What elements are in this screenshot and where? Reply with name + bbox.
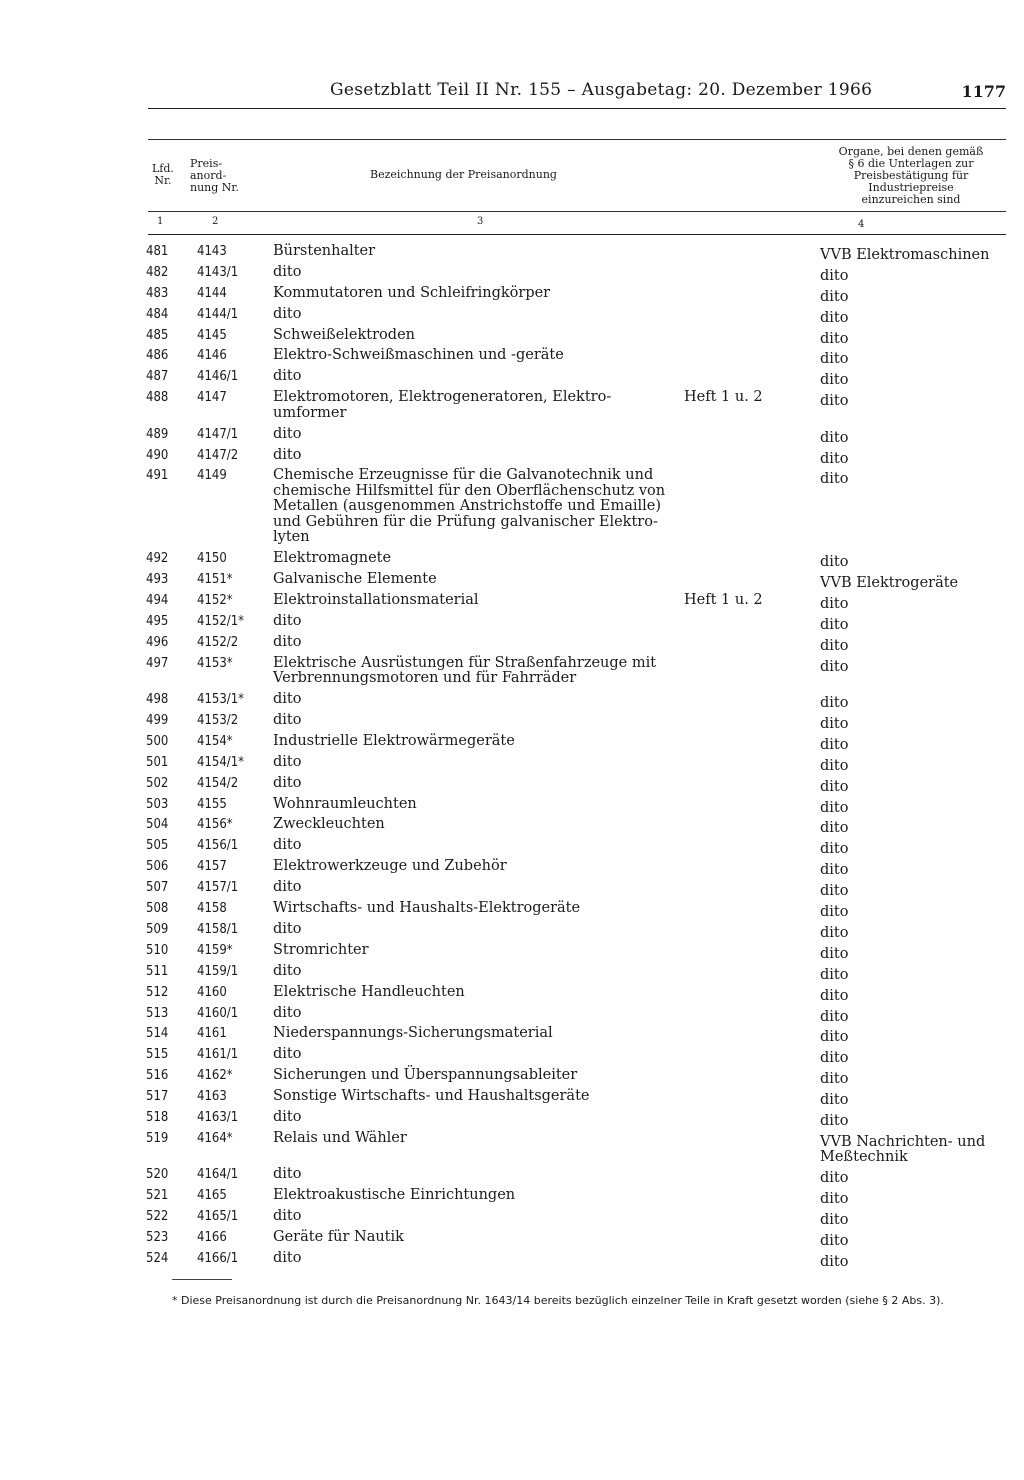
row-organ: dito: [820, 554, 849, 571]
row-lfd-nr: 503: [146, 796, 169, 812]
row-organ: dito: [820, 393, 849, 410]
gazette-title: Gesetzblatt Teil II Nr. 155 – Ausgabetag: 20. Dezember 1966: [330, 80, 873, 100]
row-organ: VVB Nachrichten- und Meßtechnik: [820, 1133, 986, 1166]
row-bezeichnung: dito: [273, 1166, 302, 1183]
row-bezeichnung: Bürstenhalter: [273, 243, 376, 259]
row-preisanordnung-nr: 4161: [197, 1026, 227, 1042]
table-row: [0, 286, 1024, 307]
table-row: [0, 943, 1024, 964]
row-organ: VVB Elektromaschinen: [820, 247, 990, 263]
row-lfd-nr: 521: [146, 1188, 169, 1204]
row-organ: dito: [820, 987, 849, 1004]
table-row: [0, 922, 1024, 943]
table-row: [0, 656, 1024, 692]
row-lfd-nr: 515: [146, 1047, 169, 1063]
row-organ: dito: [820, 799, 849, 816]
row-lfd-nr: 501: [146, 754, 169, 770]
row-bezeichnung: Industrielle Elektrowärmegeräte: [273, 732, 515, 749]
table-row: [0, 1068, 1024, 1089]
table-row: [0, 1110, 1024, 1131]
row-preisanordnung-nr: 4163: [197, 1089, 227, 1105]
row-lfd-nr: 505: [146, 838, 169, 854]
row-bezeichnung: dito: [273, 691, 302, 708]
row-preisanordnung-nr: 4143/1: [197, 264, 239, 280]
table-row: [0, 1251, 1024, 1272]
row-preisanordnung-nr: 4166: [197, 1229, 227, 1245]
row-organ: dito: [820, 658, 849, 675]
col-number-1: 1: [157, 216, 164, 227]
row-lfd-nr: 496: [146, 634, 169, 650]
row-organ: VVB Elektrogeräte: [820, 575, 959, 592]
row-organ: dito: [820, 716, 849, 733]
row-reference: Heft 1 u. 2: [684, 592, 763, 609]
row-bezeichnung: dito: [273, 612, 302, 629]
col-header-organe: Organe, bei denen gemäß § 6 die Unterlagen zur Preisbestätigung für Industriepreise einzureichen sind: [838, 145, 984, 206]
row-lfd-nr: 487: [146, 369, 169, 385]
table-row: [0, 551, 1024, 572]
table-row: [0, 797, 1024, 818]
row-lfd-nr: 502: [146, 775, 169, 791]
row-organ: dito: [820, 1008, 849, 1025]
row-bezeichnung: Elektrische Ausrüstungen für Straßenfahrzeuge mit Verbrennungsmotoren und für Fahrräder: [273, 654, 657, 687]
table-row: [0, 1131, 1024, 1167]
table-body: [0, 244, 1024, 1272]
row-bezeichnung: Galvanische Elemente: [273, 571, 437, 588]
row-lfd-nr: 492: [146, 551, 169, 567]
row-organ: dito: [820, 309, 849, 326]
row-lfd-nr: 482: [146, 264, 169, 280]
table-top-rule: [148, 139, 1006, 140]
table-row: [0, 880, 1024, 901]
row-preisanordnung-nr: 4162*: [197, 1068, 233, 1084]
row-lfd-nr: 504: [146, 817, 169, 833]
col-header-preisanordnung: Preis- anord- nung Nr.: [190, 157, 239, 194]
row-bezeichnung: Sicherungen und Überspannungsableiter: [273, 1067, 578, 1084]
row-preisanordnung-nr: 4145: [197, 327, 227, 343]
table-row: [0, 1089, 1024, 1110]
row-bezeichnung: Elektromotoren, Elektrogeneratoren, Elektro- umformer: [273, 389, 612, 421]
row-bezeichnung: Elektrowerkzeuge und Zubehör: [273, 858, 507, 875]
table-row: [0, 448, 1024, 469]
row-bezeichnung: Kommutatoren und Schleifringkörper: [273, 284, 551, 301]
row-lfd-nr: 508: [146, 901, 169, 917]
table-row: [0, 692, 1024, 713]
row-preisanordnung-nr: 4147/1: [197, 426, 239, 442]
row-lfd-nr: 518: [146, 1109, 169, 1125]
row-bezeichnung: Chemische Erzeugnisse für die Galvanotechnik und chemische Hilfsmittel für den Oberflächenschutz von Metallen (ausgenommen Anstrichstoffe und Emaille) und Gebühren für die Prüfung galvanischer Elektro- lyten: [273, 467, 666, 546]
row-organ: dito: [820, 450, 849, 467]
table-row: [0, 734, 1024, 755]
row-bezeichnung: dito: [273, 1249, 302, 1266]
row-organ: dito: [820, 616, 849, 633]
row-organ: dito: [820, 862, 849, 879]
row-bezeichnung: dito: [273, 837, 302, 854]
row-organ: dito: [820, 288, 849, 305]
row-preisanordnung-nr: 4159/1: [197, 963, 239, 979]
row-preisanordnung-nr: 4160: [197, 984, 227, 1000]
row-lfd-nr: 513: [146, 1005, 169, 1021]
row-preisanordnung-nr: 4154*: [197, 733, 233, 749]
col-number-2: 2: [212, 216, 219, 227]
table-row: [0, 1230, 1024, 1251]
row-organ: dito: [820, 945, 849, 962]
table-row: [0, 307, 1024, 328]
row-preisanordnung-nr: 4158/1: [197, 921, 239, 937]
row-lfd-nr: 510: [146, 942, 169, 958]
row-bezeichnung: dito: [273, 920, 302, 937]
row-bezeichnung: dito: [273, 712, 302, 729]
row-organ: dito: [820, 1050, 849, 1067]
row-lfd-nr: 489: [146, 426, 169, 442]
row-bezeichnung: Elektrische Handleuchten: [273, 983, 465, 1000]
table-row: [0, 390, 1024, 426]
row-bezeichnung: Stromrichter: [273, 941, 369, 958]
row-bezeichnung: dito: [273, 1108, 302, 1125]
row-lfd-nr: 491: [146, 468, 169, 484]
table-row: [0, 572, 1024, 593]
row-organ: dito: [820, 1253, 849, 1270]
row-preisanordnung-nr: 4159*: [197, 942, 233, 958]
row-lfd-nr: 494: [146, 593, 169, 609]
row-lfd-nr: 497: [146, 655, 169, 671]
row-bezeichnung: dito: [273, 633, 302, 650]
row-organ: dito: [820, 695, 849, 712]
row-preisanordnung-nr: 4143: [197, 244, 227, 259]
col-number-3: 3: [477, 216, 484, 227]
table-row: [0, 776, 1024, 797]
row-preisanordnung-nr: 4146: [197, 348, 227, 364]
row-preisanordnung-nr: 4146/1: [197, 369, 239, 385]
row-organ: dito: [820, 1212, 849, 1229]
row-lfd-nr: 483: [146, 285, 169, 301]
row-preisanordnung-nr: 4147/2: [197, 447, 239, 463]
table-row: [0, 328, 1024, 349]
row-lfd-nr: 512: [146, 984, 169, 1000]
row-lfd-nr: 516: [146, 1068, 169, 1084]
row-bezeichnung: dito: [273, 446, 302, 463]
row-preisanordnung-nr: 4150: [197, 551, 227, 567]
row-preisanordnung-nr: 4153/1*: [197, 692, 244, 708]
row-lfd-nr: 523: [146, 1229, 169, 1245]
table-row: [0, 265, 1024, 286]
table-header-rule: [148, 211, 1006, 212]
row-bezeichnung: Elektroinstallationsmaterial: [273, 592, 479, 609]
row-preisanordnung-nr: 4153/2: [197, 713, 239, 729]
table-row: [0, 985, 1024, 1006]
row-preisanordnung-nr: 4152/1*: [197, 613, 244, 629]
row-preisanordnung-nr: 4160/1: [197, 1005, 239, 1021]
row-preisanordnung-nr: 4144: [197, 285, 227, 301]
row-organ: dito: [820, 1092, 849, 1109]
page-number: 1177: [961, 82, 1006, 101]
row-lfd-nr: 519: [146, 1130, 169, 1146]
row-preisanordnung-nr: 4154/1*: [197, 754, 244, 770]
row-organ: dito: [820, 1191, 849, 1208]
table-row: [0, 1026, 1024, 1047]
row-bezeichnung: Wohnraumleuchten: [273, 795, 417, 812]
row-organ: dito: [820, 372, 849, 389]
row-lfd-nr: 520: [146, 1167, 169, 1183]
table-row: [0, 817, 1024, 838]
table-row: [0, 593, 1024, 614]
row-organ: dito: [820, 924, 849, 941]
row-bezeichnung: Niederspannungs-Sicherungsmaterial: [273, 1025, 553, 1042]
row-lfd-nr: 490: [146, 447, 169, 463]
row-preisanordnung-nr: 4164/1: [197, 1167, 239, 1183]
row-bezeichnung: Elektroakustische Einrichtungen: [273, 1187, 516, 1204]
col-number-4: 4: [858, 219, 865, 230]
row-preisanordnung-nr: 4161/1: [197, 1047, 239, 1063]
table-row: [0, 1167, 1024, 1188]
row-organ: dito: [820, 267, 849, 284]
table-row: [0, 1188, 1024, 1209]
row-lfd-nr: 488: [146, 390, 169, 406]
row-bezeichnung: Elektro-Schweißmaschinen und -geräte: [273, 347, 564, 364]
row-lfd-nr: 524: [146, 1250, 169, 1266]
row-lfd-nr: 500: [146, 733, 169, 749]
page-header: [150, 80, 1006, 106]
col-header-bezeichnung: Bezeichnung der Preisanordnung: [370, 168, 557, 181]
row-organ: dito: [820, 351, 849, 368]
row-bezeichnung: dito: [273, 263, 302, 280]
row-lfd-nr: 511: [146, 963, 169, 979]
footnote-rule: [172, 1279, 232, 1280]
row-bezeichnung: dito: [273, 1004, 302, 1021]
row-preisanordnung-nr: 4157: [197, 859, 227, 875]
table-row: [0, 635, 1024, 656]
row-bezeichnung: Sonstige Wirtschafts- und Haushaltsgeräte: [273, 1088, 590, 1105]
row-lfd-nr: 498: [146, 692, 169, 708]
row-organ: dito: [820, 841, 849, 858]
row-bezeichnung: Relais und Wähler: [273, 1129, 407, 1146]
row-bezeichnung: Elektromagnete: [273, 550, 392, 567]
row-lfd-nr: 495: [146, 613, 169, 629]
row-organ: dito: [820, 429, 849, 446]
row-preisanordnung-nr: 4151*: [197, 572, 233, 588]
row-bezeichnung: dito: [273, 1208, 302, 1225]
row-lfd-nr: 486: [146, 348, 169, 364]
row-preisanordnung-nr: 4154/2: [197, 775, 239, 791]
row-preisanordnung-nr: 4165/1: [197, 1209, 239, 1225]
row-lfd-nr: 509: [146, 921, 169, 937]
table-row: [0, 614, 1024, 635]
row-preisanordnung-nr: 4158: [197, 901, 227, 917]
row-bezeichnung: dito: [273, 879, 302, 896]
row-preisanordnung-nr: 4166/1: [197, 1250, 239, 1266]
table-row: [0, 964, 1024, 985]
row-lfd-nr: 517: [146, 1089, 169, 1105]
col-header-lfd: Lfd. Nr.: [152, 162, 174, 187]
row-lfd-nr: 485: [146, 327, 169, 343]
row-preisanordnung-nr: 4147: [197, 390, 227, 406]
row-organ: dito: [820, 1170, 849, 1187]
row-preisanordnung-nr: 4165: [197, 1188, 227, 1204]
row-bezeichnung: dito: [273, 753, 302, 770]
row-lfd-nr: 514: [146, 1026, 169, 1042]
row-bezeichnung: dito: [273, 962, 302, 979]
footnote: * Diese Preisanordnung ist durch die Preisanordnung Nr. 1643/14 bereits bezüglich einzelner Teile in Kraft gesetzt worden (siehe § 2 Abs. 3).: [172, 1294, 944, 1307]
row-preisanordnung-nr: 4144/1: [197, 306, 239, 322]
row-lfd-nr: 522: [146, 1209, 169, 1225]
row-preisanordnung-nr: 4149: [197, 468, 227, 484]
row-lfd-nr: 506: [146, 859, 169, 875]
table-row: [0, 713, 1024, 734]
row-preisanordnung-nr: 4164*: [197, 1130, 233, 1146]
row-organ: dito: [820, 1232, 849, 1249]
row-lfd-nr: 484: [146, 306, 169, 322]
header-rule: [148, 108, 1006, 109]
table-row: [0, 901, 1024, 922]
row-preisanordnung-nr: 4152/2: [197, 634, 239, 650]
row-lfd-nr: 499: [146, 713, 169, 729]
row-organ: dito: [820, 1112, 849, 1129]
row-lfd-nr: 493: [146, 572, 169, 588]
row-bezeichnung: dito: [273, 1046, 302, 1063]
row-organ: dito: [820, 778, 849, 795]
row-bezeichnung: Schweißelektroden: [273, 326, 415, 343]
row-organ: dito: [820, 757, 849, 774]
row-bezeichnung: dito: [273, 368, 302, 385]
row-organ: dito: [820, 966, 849, 983]
row-lfd-nr: 481: [146, 244, 169, 259]
table-row: [0, 468, 1024, 551]
row-organ: dito: [820, 736, 849, 753]
row-reference: Heft 1 u. 2: [684, 389, 763, 406]
table-row: [0, 1209, 1024, 1230]
table-row: [0, 859, 1024, 880]
table-row: [0, 348, 1024, 369]
row-organ: dito: [820, 904, 849, 921]
row-organ: dito: [820, 883, 849, 900]
table-row: [0, 369, 1024, 390]
table-row: [0, 1006, 1024, 1027]
row-organ: dito: [820, 637, 849, 654]
table-row: [0, 755, 1024, 776]
row-preisanordnung-nr: 4156/1: [197, 838, 239, 854]
table-row: [0, 838, 1024, 859]
table-row: [0, 1047, 1024, 1068]
row-preisanordnung-nr: 4157/1: [197, 880, 239, 896]
row-lfd-nr: 507: [146, 880, 169, 896]
row-preisanordnung-nr: 4152*: [197, 593, 233, 609]
row-bezeichnung: dito: [273, 774, 302, 791]
row-bezeichnung: Geräte für Nautik: [273, 1228, 404, 1245]
row-preisanordnung-nr: 4163/1: [197, 1109, 239, 1125]
row-bezeichnung: Zweckleuchten: [273, 816, 385, 833]
row-bezeichnung: dito: [273, 425, 302, 442]
row-bezeichnung: dito: [273, 305, 302, 322]
row-organ: dito: [820, 820, 849, 837]
table-colnum-rule: [148, 234, 1006, 235]
table-row: [0, 427, 1024, 448]
table-row: [0, 244, 1024, 265]
row-organ: dito: [820, 330, 849, 347]
row-bezeichnung: Wirtschafts- und Haushalts-Elektrogeräte: [273, 900, 581, 917]
row-preisanordnung-nr: 4153*: [197, 655, 233, 671]
row-organ: dito: [820, 1071, 849, 1088]
row-preisanordnung-nr: 4155: [197, 796, 227, 812]
row-preisanordnung-nr: 4156*: [197, 817, 233, 833]
row-organ: dito: [820, 1029, 849, 1046]
row-organ: dito: [820, 471, 849, 488]
row-organ: dito: [820, 596, 849, 613]
